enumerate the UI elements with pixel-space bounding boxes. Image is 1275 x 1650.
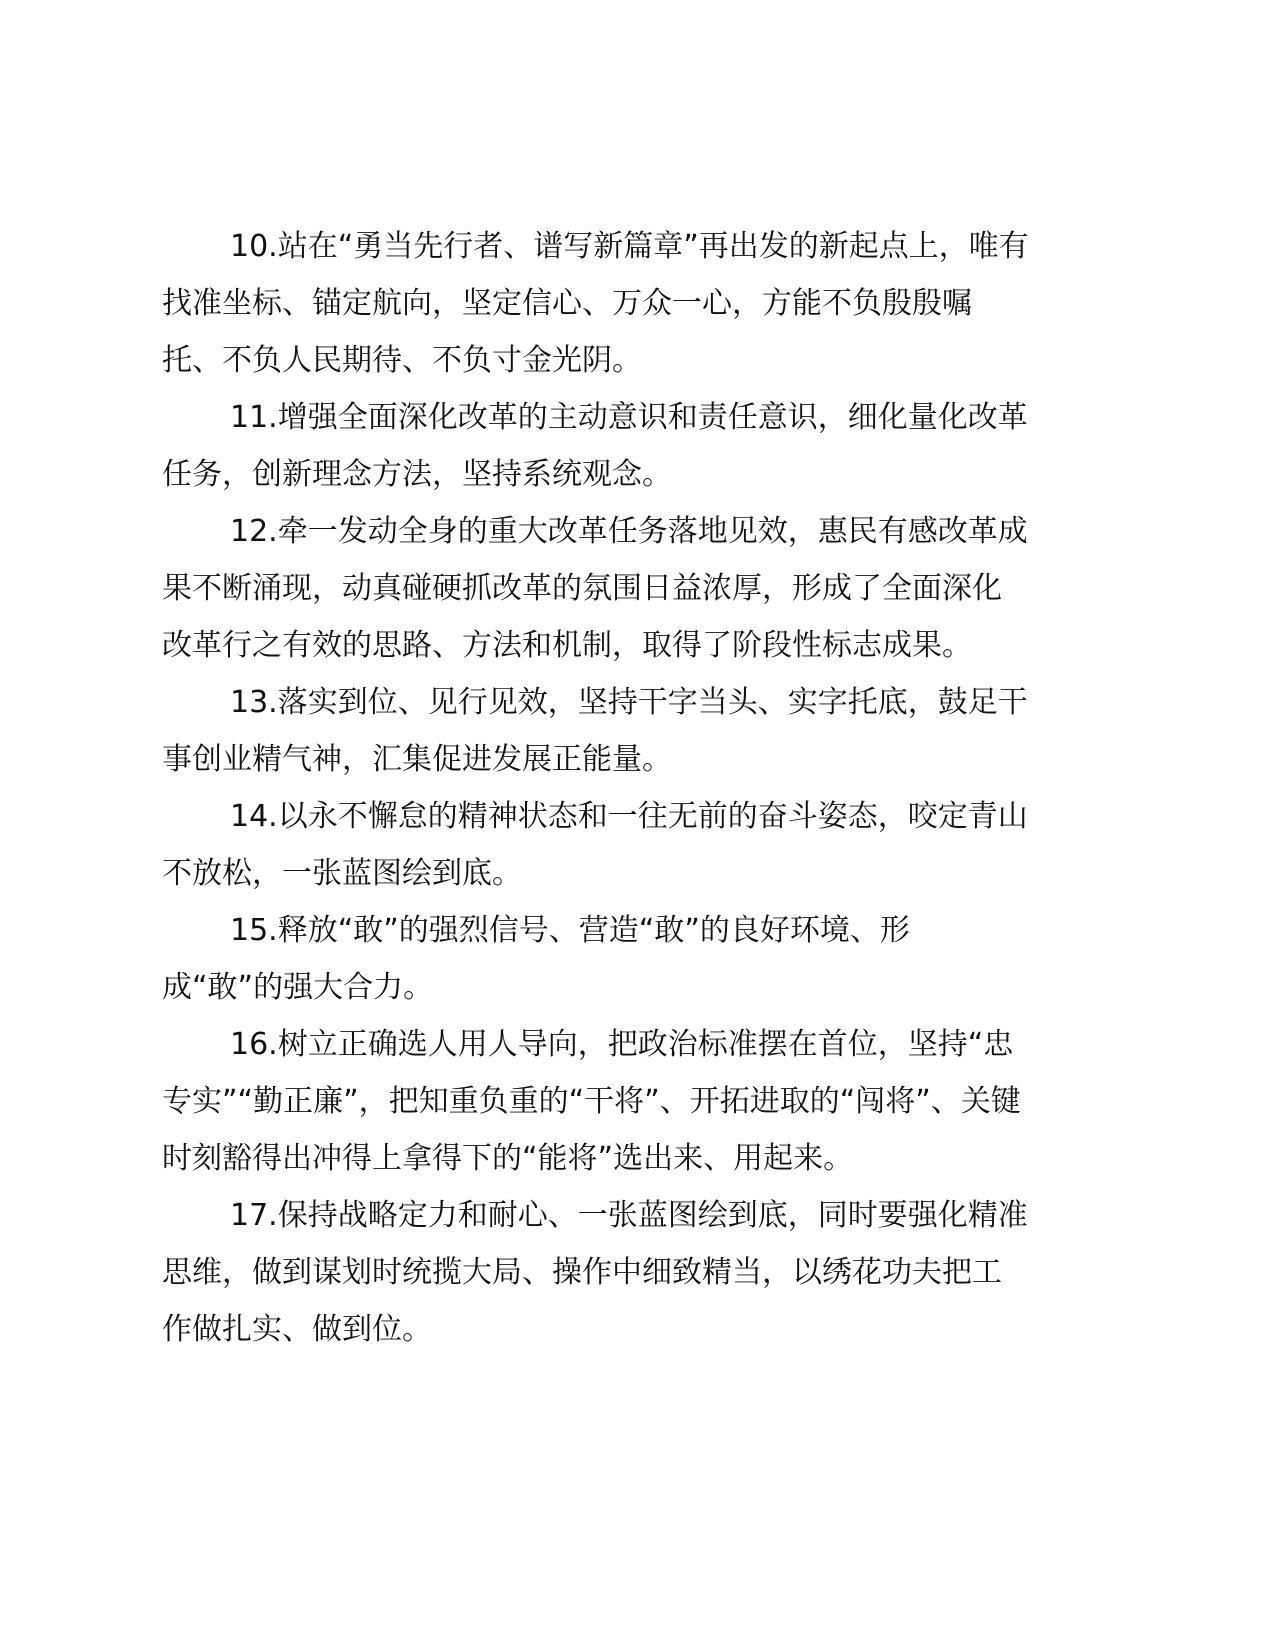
paragraph-line: 12.牵一发动全身的重大改革任务落地见效，惠民有感改革成 <box>230 514 1028 549</box>
paragraph-line: 14.以永不懈怠的精神状态和一往无前的奋斗姿态，咬定青山 <box>230 799 1028 834</box>
paragraph-line: 作做扎实、做到位。 <box>162 1312 432 1347</box>
paragraph-line: 事创业精气神，汇集促进发展正能量。 <box>162 742 672 777</box>
paragraph-line: 10.站在“勇当先行者、谱写新篇章”再出发的新起点上，唯有 <box>230 229 1029 264</box>
paragraph-10 <box>162 218 1122 389</box>
paragraph-line: 时刻豁得出冲得上拿得下的“能将”选出来、用起来。 <box>162 1141 854 1176</box>
paragraph-line: 改革行之有效的思路、方法和机制，取得了阶段性标志成果。 <box>162 628 972 663</box>
paragraph-16 <box>162 1016 1122 1187</box>
paragraph-line: 果不断涌现，动真碰硬抓改革的氛围日益浓厚，形成了全面深化 <box>162 571 1002 606</box>
paragraph-17 <box>162 1187 1122 1358</box>
paragraph-line: 不放松，一张蓝图绘到底。 <box>162 856 522 891</box>
paragraph-15 <box>162 902 1122 1016</box>
document-body <box>162 218 1122 1358</box>
paragraph-line: 11.增强全面深化改革的主动意识和责任意识，细化量化改革 <box>230 400 1028 435</box>
paragraph-11 <box>162 389 1122 503</box>
paragraph-line: 13.落实到位、见行见效，坚持干字当头、实字托底，鼓足干 <box>230 685 1028 720</box>
paragraph-line: 任务，创新理念方法，坚持系统观念。 <box>162 457 672 492</box>
paragraph-line: 16.树立正确选人用人导向，把政治标准摆在首位，坚持“忠 <box>230 1027 1014 1062</box>
paragraph-line: 找准坐标、锚定航向，坚定信心、万众一心，方能不负殷殷嘱 <box>162 286 972 321</box>
paragraph-line: 17.保持战略定力和耐心、一张蓝图绘到底，同时要强化精准 <box>230 1198 1028 1233</box>
paragraph-14 <box>162 788 1122 902</box>
paragraph-line: 思维，做到谋划时统揽大局、操作中细致精当，以绣花功夫把工 <box>162 1255 1002 1290</box>
paragraph-line: 托、不负人民期待、不负寸金光阴。 <box>162 343 642 378</box>
paragraph-12 <box>162 503 1122 674</box>
paragraph-13 <box>162 674 1122 788</box>
paragraph-line: 15.释放“敢”的强烈信号、营造“敢”的良好环境、形 <box>230 913 910 948</box>
paragraph-line: 成“敢”的强大合力。 <box>162 970 434 1005</box>
paragraph-line: 专实”“勤正廉”，把知重负重的“干将”、开拓进取的“闯将”、关键 <box>162 1084 1021 1119</box>
